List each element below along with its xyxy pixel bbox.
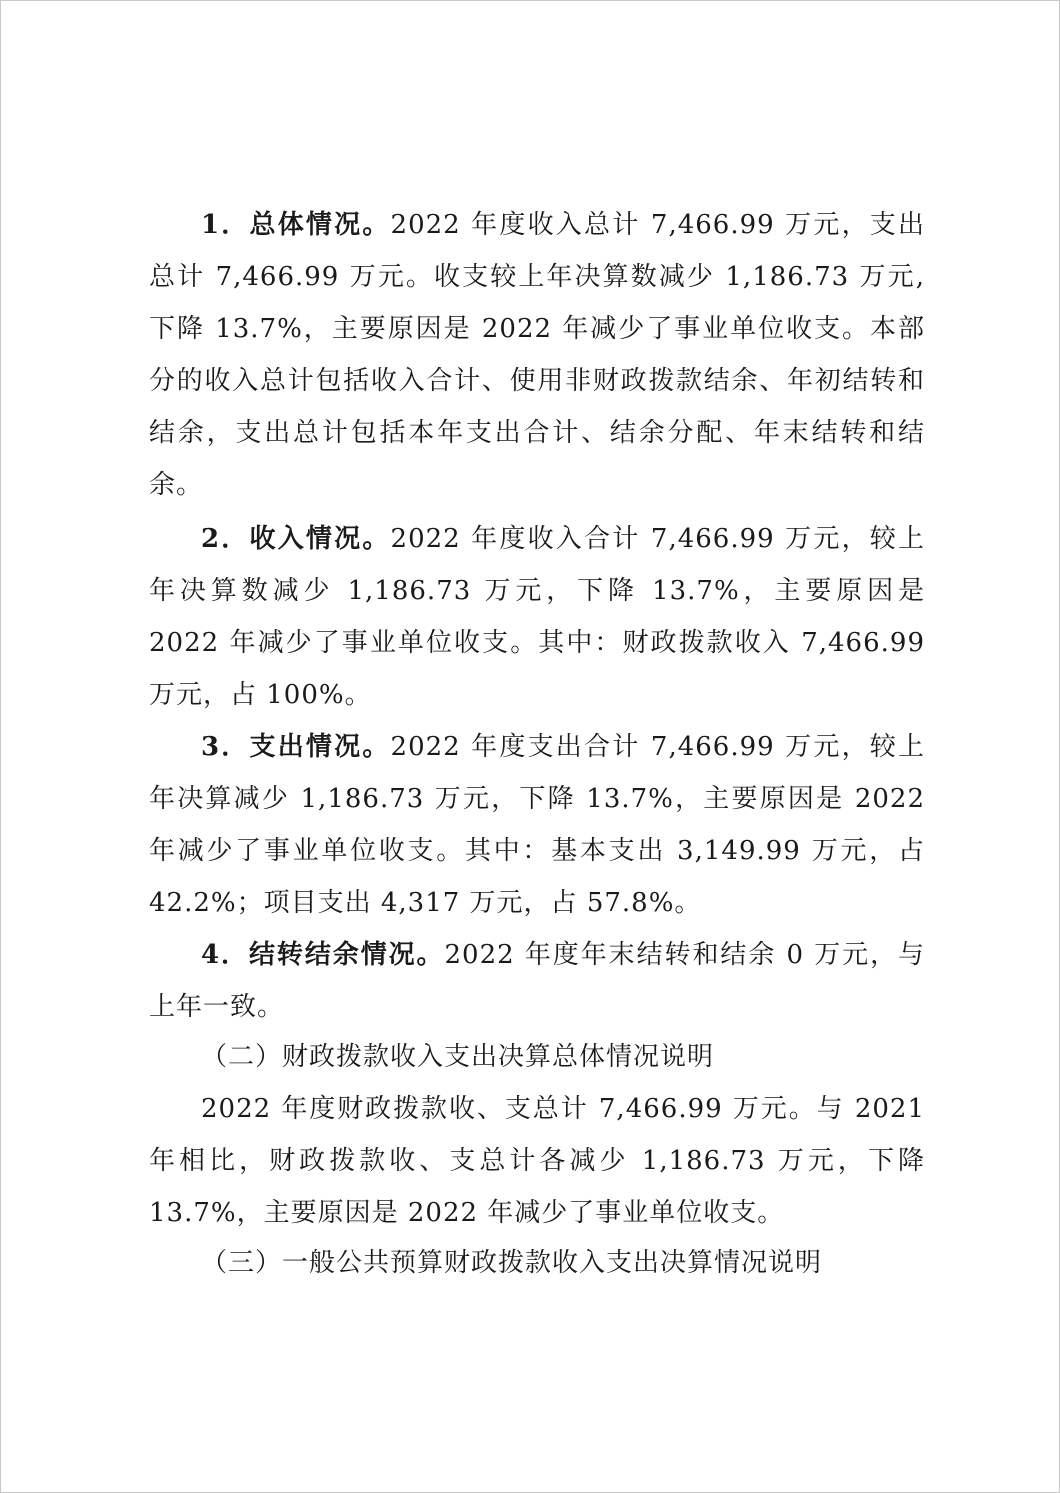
paragraph-heading: 3．支出情况。 [201, 732, 391, 762]
paragraph-overall [149, 199, 925, 511]
paragraph-income [149, 513, 925, 721]
paragraph-text: 2022 年度收入总计 7,466.99 万元，支出总计 7,466.99 万元。收支较上年决算数减少 1,186.73 万元,下降 13.7%，主要原因是 2022 年减少了事业单位收支。本部分的收入总计包括收入合计、使用非财政拨款结余、年初结转和结余，支出总计包括本年支出合计、结余分配、年末结转和结余。 [149, 210, 925, 500]
paragraph-text: 2022 年度年末结转和结余 0 万元，与上年一致。 [149, 940, 925, 1022]
section-heading-2: （二）财政拨款收入支出决算总体情况说明 [201, 1042, 715, 1072]
paragraph-carryover [149, 929, 925, 1033]
paragraph-text: 2022 年度收入合计 7,466.99 万元，较上年决算数减少 1,186.73 万元，下降 13.7%，主要原因是 2022 年减少了事业单位收支。其中：财政拨款收入 7,466.99 万元，占 100%。 [149, 524, 925, 710]
paragraph-heading: 2．收入情况。 [201, 524, 391, 554]
paragraph-heading: 1．总体情况。 [201, 210, 391, 240]
paragraph-text: 2022 年度支出合计 7,466.99 万元，较上年决算减少 1,186.73 万元，下降 13.7%，主要原因是 2022 年减少了事业单位收支。其中：基本支出 3,149.99 万元，占 42.2%；项目支出 4,317 万元，占 57.8%。 [149, 732, 925, 918]
paragraph-fiscal-overall [149, 1083, 925, 1239]
paragraph-text: 2022 年度财政拨款收、支总计 7,466.99 万元。与 2021 年相比，财政拨款收、支总计各减少 1,186.73 万元，下降 13.7%，主要原因是 2022 年减少了事业单位收支。 [149, 1094, 925, 1228]
section-heading-3: （三）一般公共预算财政拨款收入支出决算情况说明 [201, 1248, 823, 1278]
paragraph-expenditure [149, 721, 925, 929]
paragraph-heading: 4．结转结余情况。 [201, 940, 445, 970]
